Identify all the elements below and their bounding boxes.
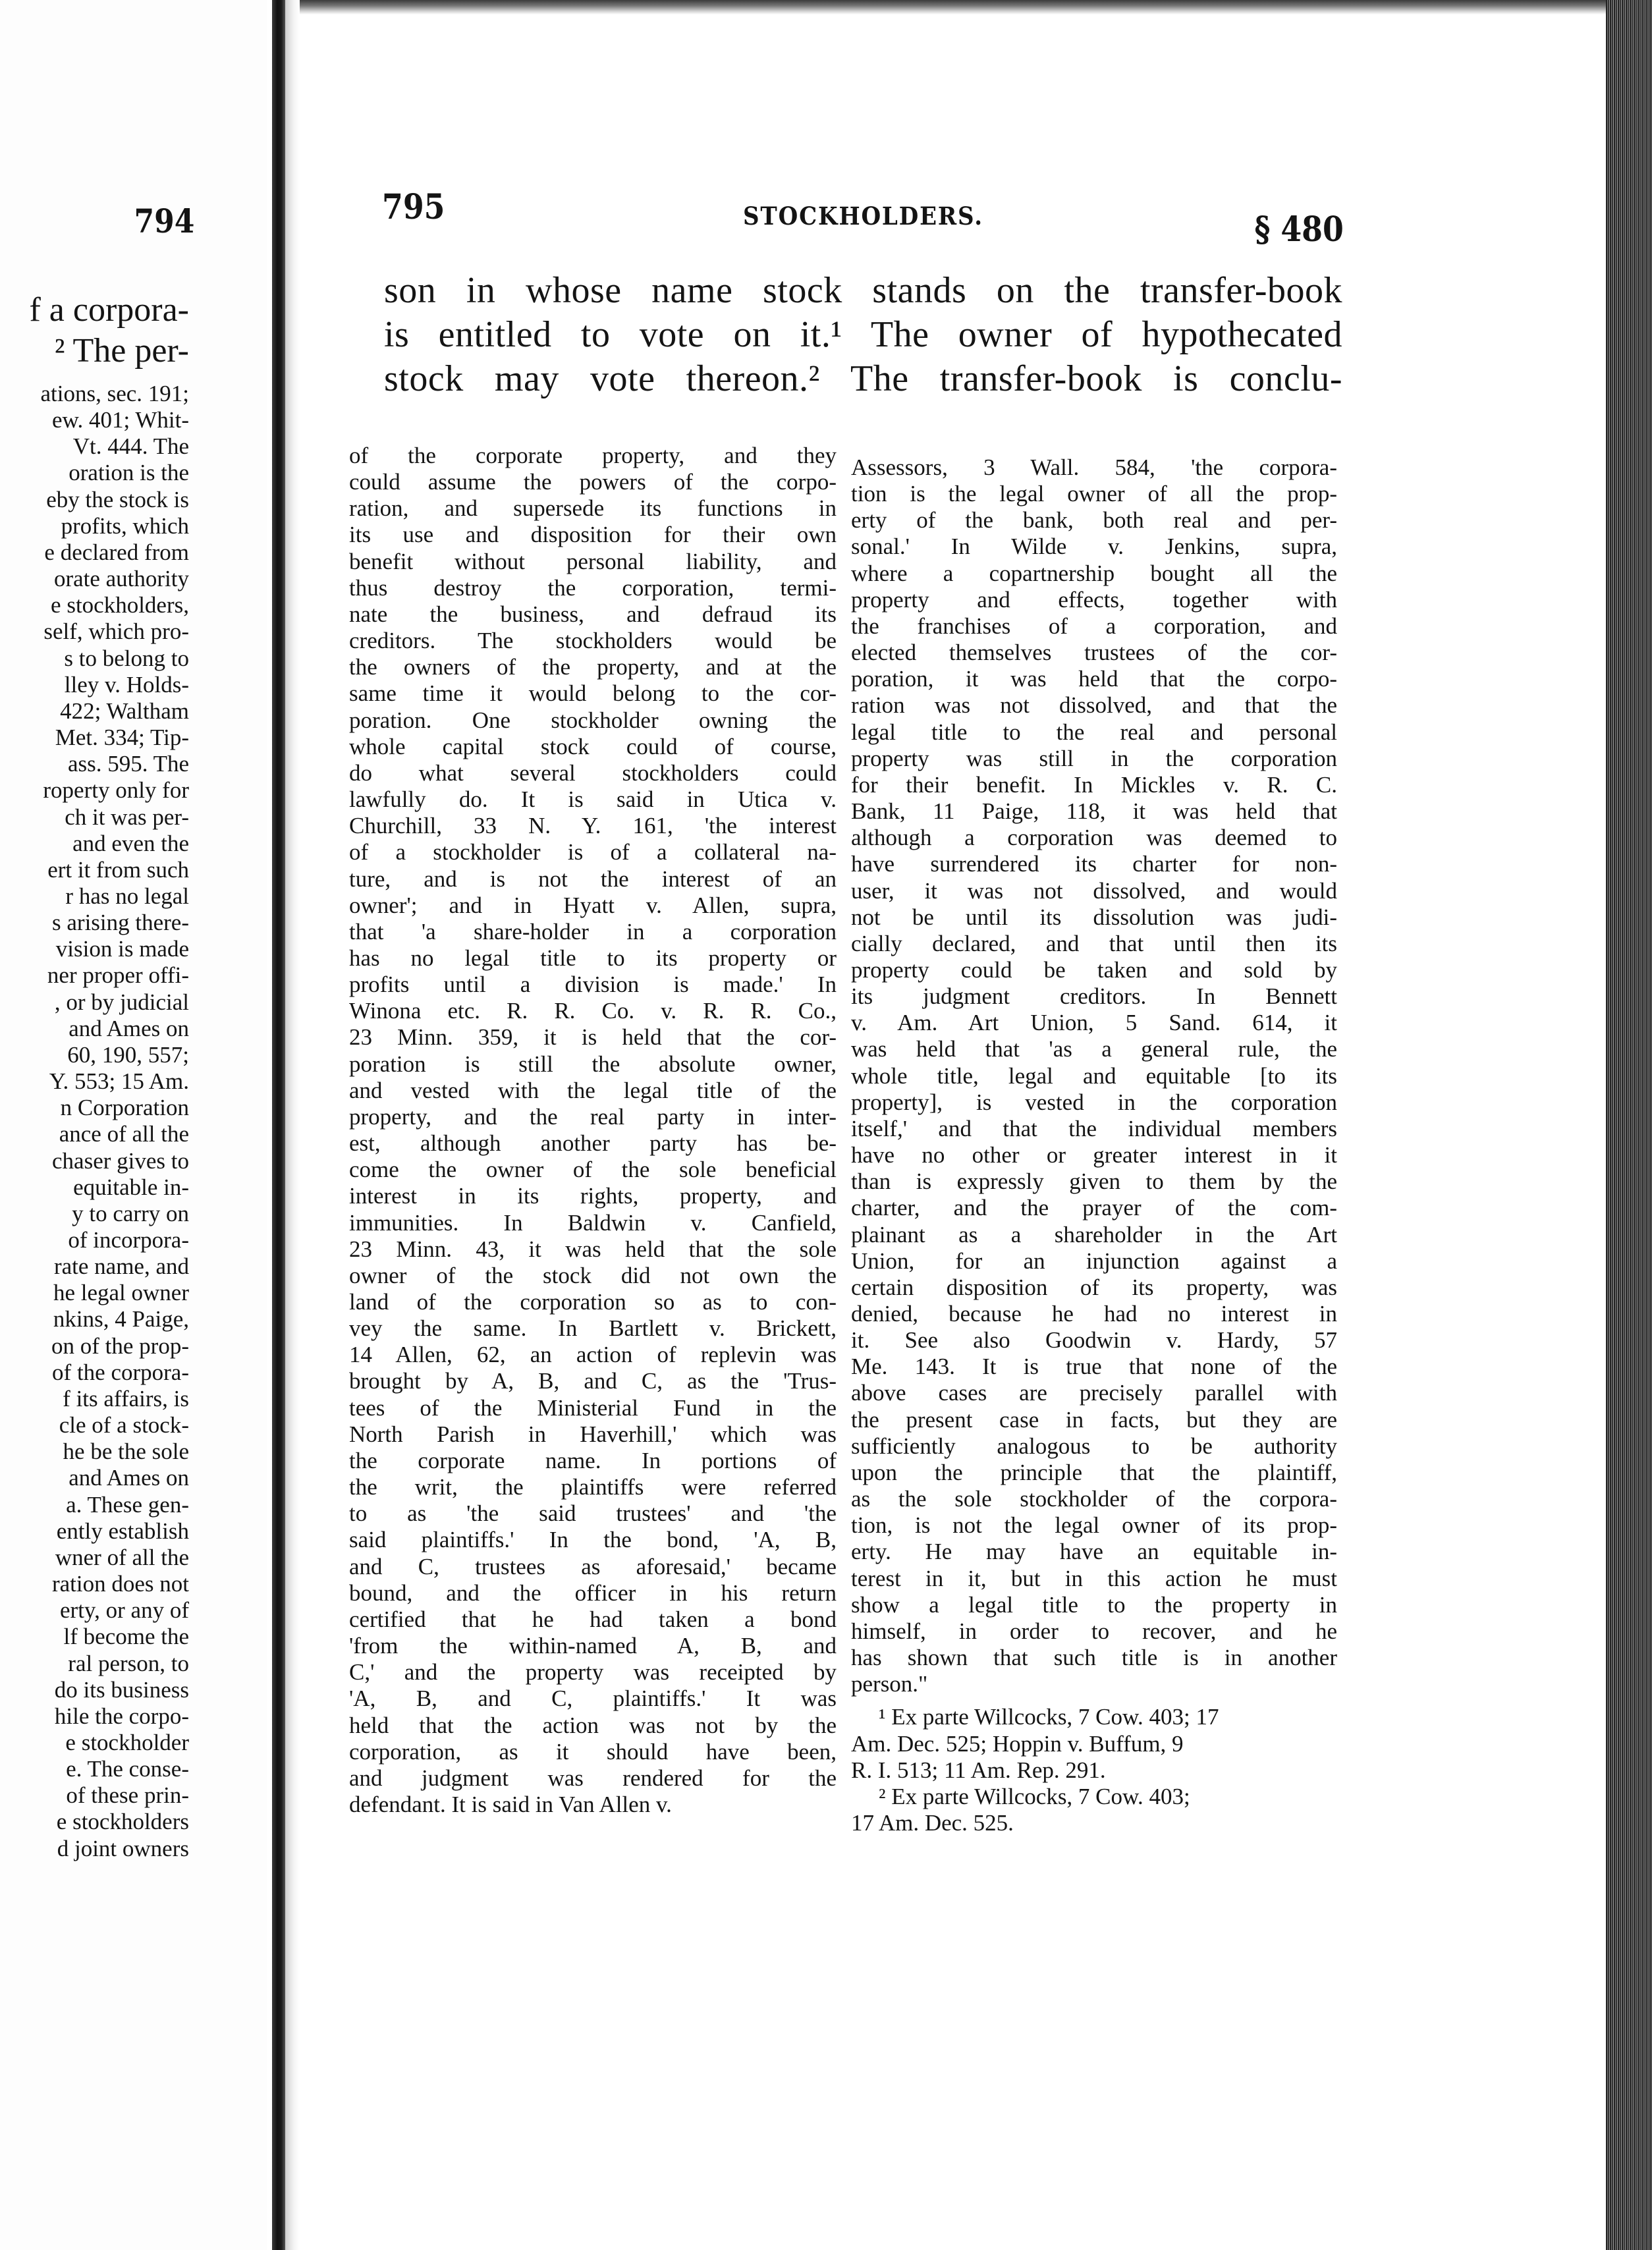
left-page-line: vision is made bbox=[55, 936, 189, 962]
text-line: property was still in the corporation bbox=[851, 745, 1337, 771]
text-line: tees of the Ministerial Fund in the bbox=[349, 1394, 837, 1421]
left-page-line: 422; Waltham bbox=[60, 698, 189, 724]
text-line: corporation, as it should have been, bbox=[349, 1738, 837, 1765]
left-page-number: 794 bbox=[134, 202, 194, 240]
text-line: brought by A, B, and C, as the 'Trus- bbox=[349, 1368, 837, 1394]
text-line: erty of the bank, both real and per- bbox=[851, 507, 1337, 534]
left-page-line: a. These gen- bbox=[66, 1491, 189, 1518]
text-line: same time it would belong to the cor- bbox=[349, 680, 837, 707]
text-line: come the owner of the sole beneficial bbox=[349, 1157, 837, 1183]
text-line: Assessors, 3 Wall. 584, 'the corpora- bbox=[851, 454, 1337, 480]
left-page-line: ner proper offi- bbox=[47, 962, 189, 989]
text-line: its judgment creditors. In Bennett bbox=[851, 983, 1337, 1010]
lead-line: stock may vote thereon.² The transfer-book is conclu- bbox=[384, 358, 1342, 399]
left-page-line: he legal owner bbox=[53, 1280, 189, 1306]
left-page-line: , or by judicial bbox=[54, 989, 189, 1015]
left-page-line: ently establish bbox=[56, 1518, 189, 1544]
text-line: defendant. It is said in Van Allen v. bbox=[349, 1791, 672, 1817]
page-number: 795 bbox=[382, 187, 445, 227]
text-line: have surrendered its charter for non- bbox=[851, 851, 1337, 877]
left-page-line: Met. 334; Tip- bbox=[55, 725, 189, 751]
text-line: profits until a division is made.' In bbox=[349, 972, 837, 998]
page-header bbox=[382, 183, 1344, 250]
footnote-1-cont: R. I. 513; 11 Am. Rep. 291. bbox=[851, 1757, 1106, 1783]
text-line: erty. He may have an equitable in- bbox=[851, 1539, 1337, 1565]
text-line: and judgment was rendered for the bbox=[349, 1765, 837, 1791]
text-line: plainant as a shareholder in the Art bbox=[851, 1221, 1337, 1248]
left-page-line: orate authority bbox=[53, 566, 189, 592]
text-line: was held that 'as a general rule, the bbox=[851, 1036, 1337, 1062]
text-line: poration. One stockholder owning the bbox=[349, 707, 837, 733]
text-line: 23 Minn. 359, it is held that the cor- bbox=[349, 1024, 837, 1051]
text-line: vey the same. In Bartlett v. Brickett, bbox=[349, 1315, 837, 1342]
text-line: the present case in facts, but they are bbox=[851, 1406, 1337, 1433]
text-line: sonal.' In Wilde v. Jenkins, supra, bbox=[851, 534, 1337, 560]
text-line: property could be taken and sold by bbox=[851, 956, 1337, 983]
left-page-line: eby the stock is bbox=[46, 486, 189, 512]
left-page-line: chaser gives to bbox=[52, 1147, 189, 1174]
text-line: to as 'the said trustees' and 'the bbox=[349, 1500, 837, 1527]
left-page-line: y to carry on bbox=[72, 1200, 189, 1226]
text-line: and vested with the legal title of the bbox=[349, 1077, 837, 1103]
text-line: Winona etc. R. R. Co. v. R. R. Co., bbox=[349, 998, 837, 1024]
text-line: than is expressly given to them by the bbox=[851, 1168, 1337, 1195]
note-column-right bbox=[851, 454, 1337, 1836]
section-number: § 480 bbox=[1254, 209, 1344, 250]
text-line: nate the business, and defraud its bbox=[349, 601, 837, 627]
left-page-line: wner of all the bbox=[55, 1544, 189, 1570]
footnote-2-cont: 17 Am. Dec. 525. bbox=[851, 1809, 1014, 1836]
text-line: held that the action was not by the bbox=[349, 1712, 837, 1738]
left-page-line: ch it was per- bbox=[65, 804, 189, 830]
footnote-1-cont: Am. Dec. 525; Hoppin v. Buffum, 9 bbox=[851, 1730, 1184, 1757]
left-page-line: ations, sec. 191; bbox=[40, 381, 189, 406]
left-page-line: d joint owners bbox=[57, 1835, 189, 1861]
text-line: himself, in order to recover, and he bbox=[851, 1618, 1337, 1644]
text-line: tion, is not the legal owner of its prop- bbox=[851, 1512, 1337, 1539]
text-line: tion is the legal owner of all the prop- bbox=[851, 481, 1337, 507]
text-line: the franchises of a corporation, and bbox=[851, 613, 1337, 639]
left-page-line: Vt. 444. The bbox=[72, 433, 189, 460]
lead-line: is entitled to vote on it.¹ The owner of hypothecated bbox=[384, 314, 1342, 355]
left-page-line: erty, or any of bbox=[60, 1597, 189, 1624]
running-head: STOCKHOLDERS. bbox=[743, 202, 983, 231]
left-page-line: e stockholder bbox=[65, 1729, 189, 1755]
text-line: the writ, the plaintiffs were referred bbox=[349, 1474, 837, 1500]
text-line: interest in its rights, property, and bbox=[349, 1183, 837, 1209]
text-line: could assume the powers of the corpo- bbox=[349, 469, 837, 495]
left-page-line: ral person, to bbox=[68, 1650, 189, 1676]
left-page-line: e declared from bbox=[44, 539, 189, 565]
text-line: ture, and is not the interest of an bbox=[349, 865, 837, 892]
text-line: that 'a share-holder in a corporation bbox=[349, 918, 837, 945]
text-line: itself,' and that the individual members bbox=[851, 1115, 1337, 1141]
left-page-line: ert it from such bbox=[47, 856, 189, 883]
left-page-line: e. The conse- bbox=[66, 1756, 189, 1782]
text-line: and C, trustees as aforesaid,' became bbox=[349, 1553, 837, 1579]
text-line: whole title, legal and equitable [to its bbox=[851, 1062, 1337, 1089]
text-line: poration is still the absolute owner, bbox=[349, 1051, 837, 1077]
text-line: creditors. The stockholders would be bbox=[349, 628, 837, 654]
left-page-line: n Corporation bbox=[60, 1095, 189, 1121]
text-line: certified that he had taken a bond bbox=[349, 1606, 837, 1632]
left-page-line: and Ames on bbox=[69, 1465, 189, 1491]
left-page-line: do its business bbox=[54, 1676, 189, 1703]
text-line: poration, it was held that the corpo- bbox=[851, 666, 1337, 692]
text-line: North Parish in Haverhill,' which was bbox=[349, 1421, 837, 1447]
text-line: ration was not dissolved, and that the bbox=[851, 692, 1337, 719]
text-line: Union, for an injunction against a bbox=[851, 1248, 1337, 1274]
text-line: as the sole stockholder of the corpora- bbox=[851, 1486, 1337, 1512]
text-line: certain disposition of its property, was bbox=[851, 1274, 1337, 1300]
left-page-line: ration does not bbox=[51, 1571, 189, 1597]
text-line: of the corporate property, and they bbox=[349, 443, 837, 468]
book-gutter bbox=[272, 0, 285, 2250]
text-line: ration, and supersede its functions in bbox=[349, 495, 837, 522]
text-line: land of the corporation so as to con- bbox=[349, 1289, 837, 1315]
left-page-line: hile the corpo- bbox=[54, 1703, 189, 1729]
text-line: person." bbox=[851, 1671, 928, 1697]
text-line: do what several stockholders could bbox=[349, 759, 837, 786]
left-page-line: rate name, and bbox=[53, 1253, 189, 1280]
left-page-line: lf become the bbox=[63, 1624, 189, 1650]
text-line: property], is vested in the corporation bbox=[851, 1089, 1337, 1115]
text-line: Churchill, 33 N. Y. 161, 'the interest bbox=[349, 813, 837, 839]
note-column-left bbox=[349, 443, 837, 1818]
gutter-shadow bbox=[285, 0, 300, 2250]
left-page-line: self, which pro- bbox=[43, 618, 189, 645]
text-line: the corporate name. In portions of bbox=[349, 1447, 837, 1473]
text-line: said plaintiffs.' In the bond, 'A, B, bbox=[349, 1527, 837, 1553]
text-line: whole capital stock could of course, bbox=[349, 733, 837, 759]
text-line: charter, and the prayer of the com- bbox=[851, 1195, 1337, 1221]
left-page-line: and Ames on bbox=[69, 1015, 189, 1041]
text-line: denied, because he had no interest in bbox=[851, 1301, 1337, 1327]
left-page-line: s to belong to bbox=[64, 645, 189, 671]
text-line: it. See also Goodwin v. Hardy, 57 bbox=[851, 1327, 1337, 1354]
left-page-line: ance of all the bbox=[59, 1121, 189, 1147]
text-line: have no other or greater interest in it bbox=[851, 1142, 1337, 1168]
left-page-note-lines bbox=[0, 381, 189, 1862]
text-line: above cases are precisely parallel with bbox=[851, 1380, 1337, 1406]
text-line: of a stockholder is of a collateral na- bbox=[349, 839, 837, 865]
text-line: 'from the within-named A, B, and bbox=[349, 1633, 837, 1659]
left-page-line: cle of a stock- bbox=[59, 1412, 189, 1439]
left-page-line: oration is the bbox=[69, 460, 189, 486]
left-page-line: 60, 190, 557; bbox=[67, 1041, 189, 1068]
left-page-line: Y. 553; 15 Am. bbox=[49, 1068, 189, 1095]
top-page-edge bbox=[300, 0, 1606, 14]
left-page-line: equitable in- bbox=[73, 1174, 189, 1200]
text-line: property, and the real party in inter- bbox=[349, 1103, 837, 1130]
text-line: bound, and the officer in his return bbox=[349, 1579, 837, 1606]
text-line: has shown that such title is in another bbox=[851, 1645, 1337, 1671]
left-page-line: roperty only for bbox=[43, 777, 189, 804]
left-page-line: ass. 595. The bbox=[67, 751, 189, 777]
text-line: Me. 143. It is true that none of the bbox=[851, 1354, 1337, 1380]
footnote-1: ¹ Ex parte Willcocks, 7 Cow. 403; 17 bbox=[879, 1704, 1219, 1730]
left-page-line: r has no legal bbox=[65, 883, 189, 909]
text-line: v. Am. Art Union, 5 Sand. 614, it bbox=[851, 1010, 1337, 1036]
text-line: sufficiently analogous to be authority bbox=[851, 1433, 1337, 1459]
left-page-text bbox=[0, 290, 189, 1862]
text-line: not be until its dissolution was judi- bbox=[851, 904, 1337, 930]
left-page-lead-line: ² The per- bbox=[54, 332, 189, 370]
text-line: lawfully do. It is said in Utica v. bbox=[349, 786, 837, 813]
text-line: benefit without personal liability, and bbox=[349, 548, 837, 574]
text-line: est, although another party has be- bbox=[349, 1130, 837, 1157]
left-page-line: of incorpora- bbox=[68, 1227, 189, 1253]
text-line: user, it was not dissolved, and would bbox=[851, 877, 1337, 904]
text-line: property and effects, together with bbox=[851, 586, 1337, 613]
text-line: thus destroy the corporation, termi- bbox=[349, 574, 837, 601]
left-page-line: ew. 401; Whit- bbox=[51, 407, 189, 433]
body-lead-text bbox=[384, 269, 1342, 401]
text-line: Bank, 11 Paige, 118, it was held that bbox=[851, 798, 1337, 825]
left-page-line: nkins, 4 Paige, bbox=[53, 1306, 189, 1332]
left-page-line: he be the sole bbox=[63, 1439, 189, 1465]
text-line: its use and disposition for their own bbox=[349, 522, 837, 548]
text-line: legal title to the real and personal bbox=[851, 719, 1337, 745]
text-line: upon the principle that the plaintiff, bbox=[851, 1459, 1337, 1485]
left-page-line: and even the bbox=[72, 830, 189, 856]
text-line: immunities. In Baldwin v. Canfield, bbox=[349, 1209, 837, 1236]
text-line: although a corporation was deemed to bbox=[851, 825, 1337, 851]
text-line: elected themselves trustees of the cor- bbox=[851, 640, 1337, 666]
footnote-2: ² Ex parte Willcocks, 7 Cow. 403; bbox=[879, 1783, 1190, 1809]
text-line: has no legal title to its property or bbox=[349, 945, 837, 971]
text-line: 'A, B, and C, plaintiffs.' It was bbox=[349, 1686, 837, 1712]
text-line: owner of the stock did not own the bbox=[349, 1262, 837, 1288]
fore-edge-pages bbox=[1606, 0, 1652, 2250]
text-line: C,' and the property was receipted by bbox=[349, 1659, 837, 1686]
text-line: terest in it, but in this action he must bbox=[851, 1565, 1337, 1591]
left-page-line: e stockholders, bbox=[51, 592, 189, 618]
left-page-line: on of the prop- bbox=[51, 1332, 189, 1359]
left-page-line: e stockholders bbox=[56, 1809, 189, 1835]
left-page-line: s arising there- bbox=[52, 910, 189, 936]
left-page-line: profits, which bbox=[61, 512, 189, 539]
text-line: 14 Allen, 62, an action of replevin was bbox=[349, 1342, 837, 1368]
left-page bbox=[0, 0, 267, 2250]
text-line: where a copartnership bought all the bbox=[851, 560, 1337, 586]
text-line: owner'; and in Hyatt v. Allen, supra, bbox=[349, 892, 837, 918]
text-line: for their benefit. In Mickles v. R. C. bbox=[851, 771, 1337, 798]
text-line: show a legal title to the property in bbox=[851, 1591, 1337, 1618]
left-page-lead-line: f a corpora- bbox=[29, 291, 189, 329]
text-line: cially declared, and that until then its bbox=[851, 930, 1337, 956]
left-page-line: f its affairs, is bbox=[63, 1385, 189, 1412]
text-line: the owners of the property, and at the bbox=[349, 654, 837, 680]
text-line: 23 Minn. 43, it was held that the sole bbox=[349, 1236, 837, 1262]
lead-line: son in whose name stock stands on the transfer-book bbox=[384, 270, 1342, 311]
left-page-line: of the corpora- bbox=[52, 1359, 189, 1385]
left-page-line: lley v. Holds- bbox=[64, 671, 189, 698]
left-page-line: of these prin- bbox=[66, 1782, 189, 1809]
